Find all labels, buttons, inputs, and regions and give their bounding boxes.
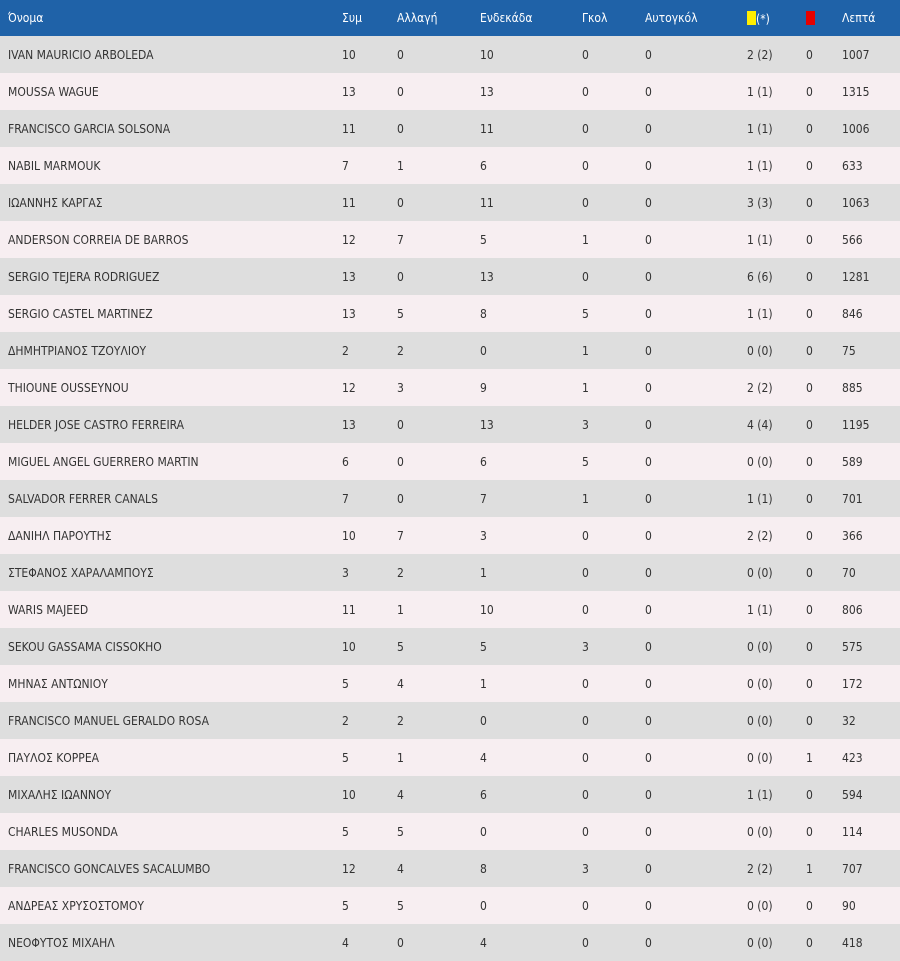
cell-own-goals: 0 bbox=[645, 369, 747, 406]
col-own-goals-header[interactable]: Αυτογκόλ bbox=[645, 0, 747, 36]
cell-starts: 0 bbox=[480, 332, 582, 369]
table-row bbox=[0, 739, 900, 776]
table-row bbox=[0, 221, 900, 258]
cell-own-goals: 0 bbox=[645, 850, 747, 887]
cell-goals: 0 bbox=[582, 258, 645, 295]
table-row bbox=[0, 702, 900, 739]
table-row bbox=[0, 665, 900, 702]
cell-name: MIGUEL ANGEL GUERRERO MARTIN bbox=[0, 443, 342, 480]
cell-name: FRANCISCO GONCALVES SACALUMBO bbox=[0, 850, 342, 887]
col-starts-header[interactable]: Ενδεκάδα bbox=[480, 0, 582, 36]
cell-subs: 3 bbox=[397, 369, 480, 406]
cell-red-cards: 0 bbox=[806, 887, 842, 924]
cell-minutes: 1063 bbox=[842, 184, 900, 221]
cell-starts: 6 bbox=[480, 147, 582, 184]
cell-apps: 5 bbox=[342, 739, 397, 776]
table-header-row bbox=[0, 0, 900, 36]
cell-subs: 0 bbox=[397, 924, 480, 961]
cell-name: ΔΑΝΙΗΛ ΠΑΡΟΥΤΗΣ bbox=[0, 517, 342, 554]
table-row bbox=[0, 628, 900, 665]
cell-own-goals: 0 bbox=[645, 517, 747, 554]
cell-starts: 4 bbox=[480, 739, 582, 776]
cell-goals: 0 bbox=[582, 36, 645, 73]
cell-red-cards: 0 bbox=[806, 517, 842, 554]
col-yellow-header[interactable] bbox=[747, 0, 806, 36]
table-row bbox=[0, 147, 900, 184]
cell-red-cards: 1 bbox=[806, 739, 842, 776]
cell-yellow-cards: 1 (1) bbox=[747, 147, 806, 184]
cell-goals: 0 bbox=[582, 591, 645, 628]
cell-own-goals: 0 bbox=[645, 776, 747, 813]
cell-goals: 0 bbox=[582, 665, 645, 702]
cell-own-goals: 0 bbox=[645, 73, 747, 110]
cell-minutes: 1315 bbox=[842, 73, 900, 110]
cell-apps: 10 bbox=[342, 628, 397, 665]
cell-starts: 4 bbox=[480, 924, 582, 961]
cell-red-cards: 0 bbox=[806, 110, 842, 147]
cell-starts: 11 bbox=[480, 184, 582, 221]
cell-red-cards: 0 bbox=[806, 332, 842, 369]
cell-minutes: 1006 bbox=[842, 110, 900, 147]
cell-own-goals: 0 bbox=[645, 36, 747, 73]
cell-minutes: 846 bbox=[842, 295, 900, 332]
cell-yellow-cards: 0 (0) bbox=[747, 628, 806, 665]
cell-subs: 0 bbox=[397, 258, 480, 295]
table-row bbox=[0, 73, 900, 110]
cell-red-cards: 0 bbox=[806, 406, 842, 443]
cell-own-goals: 0 bbox=[645, 295, 747, 332]
cell-goals: 0 bbox=[582, 702, 645, 739]
cell-own-goals: 0 bbox=[645, 665, 747, 702]
cell-starts: 7 bbox=[480, 480, 582, 517]
cell-yellow-cards: 2 (2) bbox=[747, 517, 806, 554]
cell-own-goals: 0 bbox=[645, 184, 747, 221]
cell-red-cards: 0 bbox=[806, 147, 842, 184]
cell-apps: 10 bbox=[342, 36, 397, 73]
cell-minutes: 366 bbox=[842, 517, 900, 554]
cell-goals: 5 bbox=[582, 443, 645, 480]
cell-subs: 4 bbox=[397, 850, 480, 887]
cell-name: IVAN MAURICIO ARBOLEDA bbox=[0, 36, 342, 73]
cell-apps: 4 bbox=[342, 924, 397, 961]
cell-yellow-cards: 0 (0) bbox=[747, 443, 806, 480]
cell-red-cards: 0 bbox=[806, 591, 842, 628]
cell-own-goals: 0 bbox=[645, 628, 747, 665]
cell-goals: 3 bbox=[582, 850, 645, 887]
cell-minutes: 70 bbox=[842, 554, 900, 591]
table-row bbox=[0, 295, 900, 332]
cell-red-cards: 0 bbox=[806, 184, 842, 221]
col-subs-header[interactable]: Αλλαγή bbox=[397, 0, 480, 36]
cell-goals: 1 bbox=[582, 221, 645, 258]
cell-own-goals: 0 bbox=[645, 554, 747, 591]
table-row bbox=[0, 850, 900, 887]
cell-yellow-cards: 4 (4) bbox=[747, 406, 806, 443]
cell-yellow-cards: 2 (2) bbox=[747, 36, 806, 73]
cell-starts: 13 bbox=[480, 258, 582, 295]
cell-yellow-cards: 6 (6) bbox=[747, 258, 806, 295]
table-row bbox=[0, 406, 900, 443]
cell-name: SERGIO TEJERA RODRIGUEZ bbox=[0, 258, 342, 295]
cell-goals: 0 bbox=[582, 924, 645, 961]
cell-yellow-cards: 1 (1) bbox=[747, 221, 806, 258]
yellow-suffix: (*) bbox=[756, 11, 770, 26]
cell-own-goals: 0 bbox=[645, 739, 747, 776]
cell-name: ANDERSON CORREIA DE BARROS bbox=[0, 221, 342, 258]
cell-name: FRANCISCO GARCIA SOLSONA bbox=[0, 110, 342, 147]
cell-yellow-cards: 1 (1) bbox=[747, 110, 806, 147]
cell-name: THIOUNE OUSSEYNOU bbox=[0, 369, 342, 406]
cell-red-cards: 0 bbox=[806, 480, 842, 517]
cell-yellow-cards: 0 (0) bbox=[747, 554, 806, 591]
cell-apps: 13 bbox=[342, 73, 397, 110]
cell-own-goals: 0 bbox=[645, 591, 747, 628]
cell-red-cards: 0 bbox=[806, 665, 842, 702]
cell-goals: 0 bbox=[582, 517, 645, 554]
cell-goals: 0 bbox=[582, 110, 645, 147]
cell-name: SALVADOR FERRER CANALS bbox=[0, 480, 342, 517]
cell-own-goals: 0 bbox=[645, 332, 747, 369]
cell-own-goals: 0 bbox=[645, 406, 747, 443]
cell-apps: 5 bbox=[342, 887, 397, 924]
cell-starts: 6 bbox=[480, 443, 582, 480]
cell-starts: 8 bbox=[480, 850, 582, 887]
cell-starts: 0 bbox=[480, 887, 582, 924]
cell-starts: 0 bbox=[480, 702, 582, 739]
cell-name: NABIL MARMOUK bbox=[0, 147, 342, 184]
cell-yellow-cards: 0 (0) bbox=[747, 739, 806, 776]
cell-subs: 0 bbox=[397, 443, 480, 480]
cell-red-cards: 0 bbox=[806, 628, 842, 665]
cell-goals: 5 bbox=[582, 295, 645, 332]
cell-subs: 5 bbox=[397, 887, 480, 924]
yellow-card-icon bbox=[747, 11, 756, 25]
cell-minutes: 1007 bbox=[842, 36, 900, 73]
cell-red-cards: 0 bbox=[806, 73, 842, 110]
cell-minutes: 75 bbox=[842, 332, 900, 369]
cell-red-cards: 0 bbox=[806, 258, 842, 295]
cell-own-goals: 0 bbox=[645, 813, 747, 850]
cell-apps: 3 bbox=[342, 554, 397, 591]
cell-red-cards: 0 bbox=[806, 36, 842, 73]
cell-red-cards: 0 bbox=[806, 924, 842, 961]
cell-starts: 8 bbox=[480, 295, 582, 332]
table-row bbox=[0, 443, 900, 480]
cell-apps: 5 bbox=[342, 813, 397, 850]
table-row bbox=[0, 591, 900, 628]
red-card-icon bbox=[806, 11, 815, 25]
cell-subs: 0 bbox=[397, 480, 480, 517]
cell-apps: 7 bbox=[342, 480, 397, 517]
cell-minutes: 114 bbox=[842, 813, 900, 850]
cell-starts: 5 bbox=[480, 628, 582, 665]
table-row bbox=[0, 369, 900, 406]
cell-apps: 12 bbox=[342, 850, 397, 887]
cell-goals: 0 bbox=[582, 739, 645, 776]
cell-red-cards: 0 bbox=[806, 369, 842, 406]
cell-goals: 0 bbox=[582, 554, 645, 591]
cell-subs: 1 bbox=[397, 147, 480, 184]
cell-red-cards: 0 bbox=[806, 813, 842, 850]
cell-goals: 1 bbox=[582, 480, 645, 517]
cell-name: ΝΕΟΦΥΤΟΣ ΜΙΧΑΗΛ bbox=[0, 924, 342, 961]
cell-goals: 0 bbox=[582, 776, 645, 813]
cell-minutes: 701 bbox=[842, 480, 900, 517]
cell-name: ΣΤΕΦΑΝΟΣ ΧΑΡΑΛΑΜΠΟΥΣ bbox=[0, 554, 342, 591]
cell-apps: 13 bbox=[342, 406, 397, 443]
cell-apps: 11 bbox=[342, 591, 397, 628]
col-minutes-header[interactable]: Λεπτά bbox=[842, 0, 900, 36]
cell-goals: 0 bbox=[582, 184, 645, 221]
cell-own-goals: 0 bbox=[645, 443, 747, 480]
cell-red-cards: 0 bbox=[806, 295, 842, 332]
cell-minutes: 90 bbox=[842, 887, 900, 924]
table-row bbox=[0, 184, 900, 221]
cell-apps: 5 bbox=[342, 665, 397, 702]
cell-yellow-cards: 1 (1) bbox=[747, 73, 806, 110]
cell-starts: 11 bbox=[480, 110, 582, 147]
cell-minutes: 1281 bbox=[842, 258, 900, 295]
cell-name: ΙΩΑΝΝΗΣ ΚΑΡΓΑΣ bbox=[0, 184, 342, 221]
cell-minutes: 707 bbox=[842, 850, 900, 887]
table-row bbox=[0, 517, 900, 554]
cell-minutes: 172 bbox=[842, 665, 900, 702]
table-row bbox=[0, 554, 900, 591]
cell-subs: 4 bbox=[397, 776, 480, 813]
cell-subs: 2 bbox=[397, 554, 480, 591]
cell-subs: 0 bbox=[397, 406, 480, 443]
cell-yellow-cards: 0 (0) bbox=[747, 924, 806, 961]
cell-minutes: 423 bbox=[842, 739, 900, 776]
table-row bbox=[0, 776, 900, 813]
table-body bbox=[0, 36, 900, 961]
cell-minutes: 418 bbox=[842, 924, 900, 961]
cell-starts: 6 bbox=[480, 776, 582, 813]
cell-apps: 11 bbox=[342, 110, 397, 147]
cell-yellow-cards: 0 (0) bbox=[747, 813, 806, 850]
table-row bbox=[0, 924, 900, 961]
cell-minutes: 806 bbox=[842, 591, 900, 628]
cell-yellow-cards: 3 (3) bbox=[747, 184, 806, 221]
table-row bbox=[0, 332, 900, 369]
cell-name: ΑΝΔΡΕΑΣ ΧΡΥΣΟΣΤΟΜΟΥ bbox=[0, 887, 342, 924]
cell-starts: 1 bbox=[480, 554, 582, 591]
cell-own-goals: 0 bbox=[645, 887, 747, 924]
cell-red-cards: 0 bbox=[806, 554, 842, 591]
cell-name: WARIS MAJEED bbox=[0, 591, 342, 628]
cell-apps: 11 bbox=[342, 184, 397, 221]
cell-name: SEKOU GASSAMA CISSOKHO bbox=[0, 628, 342, 665]
cell-goals: 3 bbox=[582, 406, 645, 443]
cell-apps: 12 bbox=[342, 369, 397, 406]
cell-apps: 10 bbox=[342, 776, 397, 813]
cell-name: MOUSSA WAGUE bbox=[0, 73, 342, 110]
cell-own-goals: 0 bbox=[645, 924, 747, 961]
cell-name: ΜΗΝΑΣ ΑΝΤΩΝΙΟΥ bbox=[0, 665, 342, 702]
table-row bbox=[0, 36, 900, 73]
cell-subs: 2 bbox=[397, 332, 480, 369]
cell-minutes: 1195 bbox=[842, 406, 900, 443]
cell-yellow-cards: 1 (1) bbox=[747, 480, 806, 517]
cell-yellow-cards: 0 (0) bbox=[747, 332, 806, 369]
table-row bbox=[0, 480, 900, 517]
cell-starts: 5 bbox=[480, 221, 582, 258]
cell-name: ΜΙΧΑΛΗΣ ΙΩΑΝΝΟΥ bbox=[0, 776, 342, 813]
table-row bbox=[0, 887, 900, 924]
cell-red-cards: 1 bbox=[806, 850, 842, 887]
cell-name: SERGIO CASTEL MARTINEZ bbox=[0, 295, 342, 332]
cell-goals: 1 bbox=[582, 332, 645, 369]
cell-yellow-cards: 0 (0) bbox=[747, 887, 806, 924]
cell-subs: 4 bbox=[397, 665, 480, 702]
table-row bbox=[0, 813, 900, 850]
cell-yellow-cards: 1 (1) bbox=[747, 295, 806, 332]
cell-subs: 0 bbox=[397, 73, 480, 110]
cell-starts: 10 bbox=[480, 36, 582, 73]
cell-subs: 5 bbox=[397, 628, 480, 665]
cell-apps: 10 bbox=[342, 517, 397, 554]
cell-minutes: 885 bbox=[842, 369, 900, 406]
col-goals-header[interactable]: Γκολ bbox=[582, 0, 645, 36]
cell-apps: 13 bbox=[342, 258, 397, 295]
cell-minutes: 589 bbox=[842, 443, 900, 480]
cell-subs: 5 bbox=[397, 813, 480, 850]
cell-subs: 7 bbox=[397, 517, 480, 554]
cell-yellow-cards: 1 (1) bbox=[747, 591, 806, 628]
cell-apps: 2 bbox=[342, 702, 397, 739]
cell-starts: 13 bbox=[480, 406, 582, 443]
cell-red-cards: 0 bbox=[806, 702, 842, 739]
cell-own-goals: 0 bbox=[645, 702, 747, 739]
cell-name: ΔΗΜΗΤΡΙΑΝΟΣ ΤΖΟΥΛΙΟΥ bbox=[0, 332, 342, 369]
cell-minutes: 32 bbox=[842, 702, 900, 739]
table-row bbox=[0, 258, 900, 295]
cell-goals: 1 bbox=[582, 369, 645, 406]
cell-minutes: 594 bbox=[842, 776, 900, 813]
cell-goals: 0 bbox=[582, 73, 645, 110]
cell-subs: 7 bbox=[397, 221, 480, 258]
cell-subs: 5 bbox=[397, 295, 480, 332]
cell-subs: 2 bbox=[397, 702, 480, 739]
cell-apps: 7 bbox=[342, 147, 397, 184]
cell-starts: 10 bbox=[480, 591, 582, 628]
cell-yellow-cards: 0 (0) bbox=[747, 702, 806, 739]
cell-subs: 1 bbox=[397, 739, 480, 776]
cell-name: ΠΑΥΛΟΣ ΚΟΡΡΕΑ bbox=[0, 739, 342, 776]
cell-red-cards: 0 bbox=[806, 776, 842, 813]
cell-apps: 6 bbox=[342, 443, 397, 480]
cell-goals: 0 bbox=[582, 813, 645, 850]
cell-own-goals: 0 bbox=[645, 221, 747, 258]
cell-goals: 3 bbox=[582, 628, 645, 665]
cell-red-cards: 0 bbox=[806, 221, 842, 258]
cell-name: FRANCISCO MANUEL GERALDO ROSA bbox=[0, 702, 342, 739]
cell-goals: 0 bbox=[582, 147, 645, 184]
cell-starts: 3 bbox=[480, 517, 582, 554]
cell-starts: 9 bbox=[480, 369, 582, 406]
cell-own-goals: 0 bbox=[645, 258, 747, 295]
cell-subs: 0 bbox=[397, 110, 480, 147]
col-apps-header[interactable]: Συμ bbox=[342, 0, 397, 36]
cell-minutes: 633 bbox=[842, 147, 900, 184]
cell-apps: 12 bbox=[342, 221, 397, 258]
cell-yellow-cards: 0 (0) bbox=[747, 665, 806, 702]
cell-starts: 0 bbox=[480, 813, 582, 850]
cell-yellow-cards: 2 (2) bbox=[747, 850, 806, 887]
cell-starts: 13 bbox=[480, 73, 582, 110]
cell-goals: 0 bbox=[582, 887, 645, 924]
cell-subs: 1 bbox=[397, 591, 480, 628]
col-name-header[interactable]: Όνομα bbox=[0, 0, 342, 36]
cell-own-goals: 0 bbox=[645, 147, 747, 184]
cell-starts: 1 bbox=[480, 665, 582, 702]
cell-apps: 13 bbox=[342, 295, 397, 332]
cell-own-goals: 0 bbox=[645, 480, 747, 517]
cell-subs: 0 bbox=[397, 36, 480, 73]
cell-yellow-cards: 2 (2) bbox=[747, 369, 806, 406]
cell-own-goals: 0 bbox=[645, 110, 747, 147]
table-row bbox=[0, 110, 900, 147]
cell-minutes: 566 bbox=[842, 221, 900, 258]
cell-minutes: 575 bbox=[842, 628, 900, 665]
cell-name: CHARLES MUSONDA bbox=[0, 813, 342, 850]
col-red-header[interactable] bbox=[806, 0, 842, 36]
cell-subs: 0 bbox=[397, 184, 480, 221]
cell-name: HELDER JOSE CASTRO FERREIRA bbox=[0, 406, 342, 443]
cell-red-cards: 0 bbox=[806, 443, 842, 480]
cell-apps: 2 bbox=[342, 332, 397, 369]
cell-yellow-cards: 1 (1) bbox=[747, 776, 806, 813]
